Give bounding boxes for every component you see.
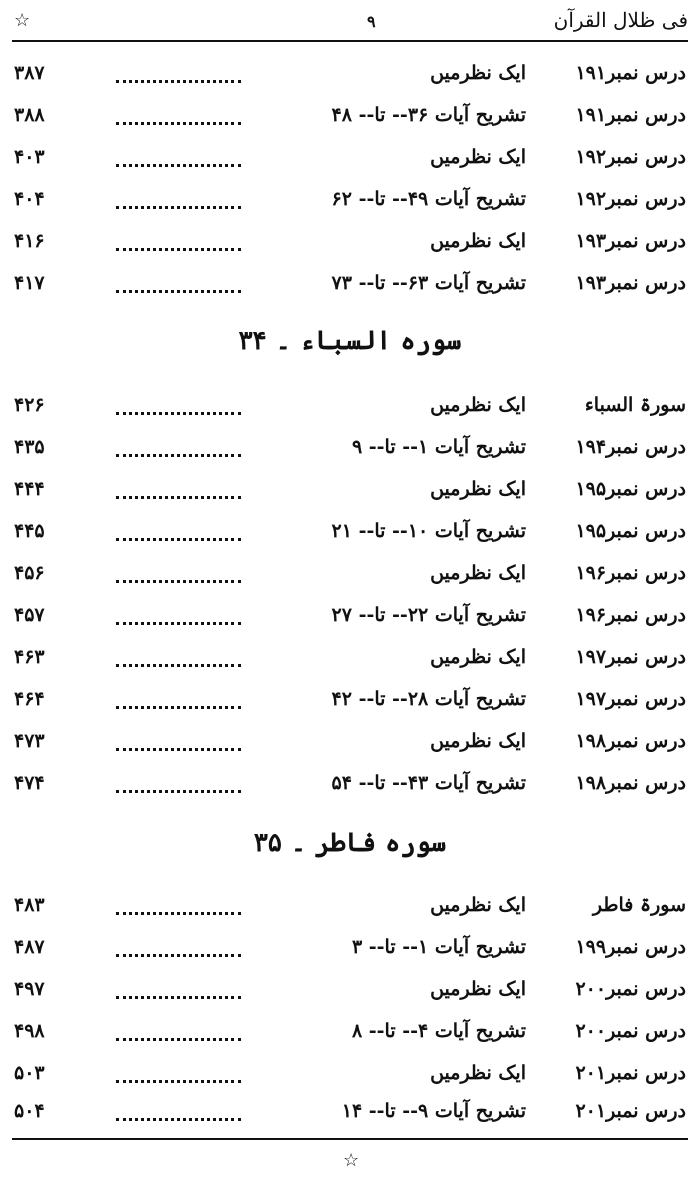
lesson-label: درس نمبر۲۰۰ xyxy=(575,1020,686,1042)
toc-row xyxy=(14,436,686,470)
entry-description: تشریح آیات ۲۲-- تا-- ۲۷ xyxy=(331,604,526,626)
page-ref: ۴۶۳ xyxy=(14,646,45,668)
toc-row xyxy=(14,978,686,1012)
page-ref: ۴۸۷ xyxy=(14,936,45,958)
entry-description: ایک نظرمیں xyxy=(430,478,526,500)
entry-description: تشریح آیات ۹-- تا-- ۱۴ xyxy=(341,1100,526,1122)
toc-row xyxy=(14,562,686,596)
page-ref: ۴۹۸ xyxy=(14,1020,45,1042)
page-ref: ۴۵۶ xyxy=(14,562,45,584)
lesson-label: درس نمبر۱۹۹ xyxy=(575,936,686,958)
dot-leader xyxy=(116,1072,241,1083)
lesson-label: درس نمبر۱۹۸ xyxy=(575,772,686,794)
lesson-label: درس نمبر۱۹۴ xyxy=(575,436,686,458)
dot-leader xyxy=(116,782,241,793)
toc-row xyxy=(14,1062,686,1096)
entry-description: ایک نظرمیں xyxy=(430,146,526,168)
toc-row xyxy=(14,146,686,180)
page-ref: ۴۸۳ xyxy=(14,894,45,916)
dot-leader xyxy=(116,988,241,999)
dot-leader xyxy=(116,72,241,83)
dot-leader xyxy=(116,282,241,293)
entry-description: ایک نظرمیں xyxy=(430,562,526,584)
lesson-label: درس نمبر۱۹۵ xyxy=(575,478,686,500)
footer-rule xyxy=(12,1138,688,1140)
entry-description: تشریح آیات ۴-- تا-- ۸ xyxy=(351,1020,526,1042)
dot-leader xyxy=(116,1030,241,1041)
entry-description: ایک نظرمیں xyxy=(430,646,526,668)
page-ref: ۴۷۴ xyxy=(14,772,45,794)
dot-leader xyxy=(116,488,241,499)
entry-description: ایک نظرمیں xyxy=(430,894,526,916)
entry-description: ایک نظرمیں xyxy=(430,394,526,416)
lesson-label: درس نمبر۲۰۱ xyxy=(575,1100,686,1122)
lesson-label: درس نمبر۱۹۱ xyxy=(575,62,686,84)
page-ref: ۴۲۶ xyxy=(14,394,45,416)
toc-row xyxy=(14,104,686,138)
page-ref: ۴۳۵ xyxy=(14,436,45,458)
entry-description: تشریح آیات ۶۳-- تا-- ۷۳ xyxy=(331,272,526,294)
lesson-label: درس نمبر۱۹۷ xyxy=(575,646,686,668)
entry-description: تشریح آیات ۲۸-- تا-- ۴۲ xyxy=(331,688,526,710)
page-ref: ۴۷۳ xyxy=(14,730,45,752)
page-ref: ۴۶۴ xyxy=(14,688,45,710)
toc-row xyxy=(14,272,686,306)
dot-leader xyxy=(116,114,241,125)
toc-row xyxy=(14,936,686,970)
surah-heading: سورہ فاطر ۔ ۳۵ xyxy=(253,828,447,858)
toc-row xyxy=(14,604,686,638)
toc-row xyxy=(14,772,686,806)
page-ref: ۳۸۷ xyxy=(14,62,45,84)
lesson-label: درس نمبر۱۹۵ xyxy=(575,520,686,542)
entry-description: تشریح آیات ۱-- تا-- ۹ xyxy=(351,436,526,458)
toc-row xyxy=(14,478,686,512)
entry-description: ایک نظرمیں xyxy=(430,1062,526,1084)
entry-description: ایک نظرمیں xyxy=(430,230,526,252)
entry-description: ایک نظرمیں xyxy=(430,62,526,84)
page-ref: ۴۴۵ xyxy=(14,520,45,542)
entry-description: ایک نظرمیں xyxy=(430,730,526,752)
toc-row xyxy=(14,62,686,96)
book-title: فی ظلال القرآن xyxy=(553,8,688,32)
lesson-label: درس نمبر۱۹۳ xyxy=(575,230,686,252)
page-ref: ۴۱۷ xyxy=(14,272,45,294)
page-ref: ۴۰۴ xyxy=(14,188,45,210)
entry-description: ایک نظرمیں xyxy=(430,978,526,1000)
lesson-label: درس نمبر۲۰۱ xyxy=(575,1062,686,1084)
dot-leader xyxy=(116,404,241,415)
entry-description: تشریح آیات ۴۳-- تا-- ۵۴ xyxy=(331,772,526,794)
toc-row xyxy=(14,188,686,222)
page-ref: ۴۴۴ xyxy=(14,478,45,500)
dot-leader xyxy=(116,656,241,667)
dot-leader xyxy=(116,946,241,957)
lesson-label: سورۃ فاطر xyxy=(592,894,686,916)
dot-leader xyxy=(116,572,241,583)
page-ref: ۴۰۳ xyxy=(14,146,45,168)
lesson-label: درس نمبر۱۹۲ xyxy=(575,188,686,210)
dot-leader xyxy=(116,240,241,251)
toc-row xyxy=(14,730,686,764)
entry-description: تشریح آیات ۳۶-- تا-- ۴۸ xyxy=(331,104,526,126)
page-ref: ۴۵۷ xyxy=(14,604,45,626)
lesson-label: درس نمبر۱۹۷ xyxy=(575,688,686,710)
star-icon: ☆ xyxy=(14,10,31,31)
page-ref: ۵۰۳ xyxy=(14,1062,45,1084)
lesson-label: درس نمبر۱۹۲ xyxy=(575,146,686,168)
dot-leader xyxy=(116,156,241,167)
header-rule xyxy=(12,40,688,42)
page-ref: ۴۹۷ xyxy=(14,978,45,1000)
dot-leader xyxy=(116,614,241,625)
toc-row xyxy=(14,688,686,722)
page-number: ۹ xyxy=(367,12,376,31)
toc-row xyxy=(14,1020,686,1054)
toc-row xyxy=(14,520,686,554)
toc-row xyxy=(14,394,686,428)
toc-row xyxy=(14,646,686,680)
toc-row xyxy=(14,230,686,264)
entry-description: تشریح آیات ۱۰-- تا-- ۲۱ xyxy=(331,520,526,542)
dot-leader xyxy=(116,698,241,709)
page-ref: ۴۱۶ xyxy=(14,230,45,252)
entry-description: تشریح آیات ۱-- تا-- ۳ xyxy=(351,936,526,958)
lesson-label: درس نمبر۱۹۳ xyxy=(575,272,686,294)
dot-leader xyxy=(116,740,241,751)
toc-row xyxy=(14,1100,686,1134)
lesson-label: سورۃ السباء xyxy=(584,394,686,416)
page-ref: ۵۰۴ xyxy=(14,1100,45,1122)
lesson-label: درس نمبر۱۹۱ xyxy=(575,104,686,126)
lesson-label: درس نمبر۱۹۸ xyxy=(575,730,686,752)
page-ref: ۳۸۸ xyxy=(14,104,45,126)
dot-leader xyxy=(116,446,241,457)
dot-leader xyxy=(116,904,241,915)
surah-heading: سورہ السباء ۔ ۳۴ xyxy=(238,326,462,356)
lesson-label: درس نمبر۱۹۶ xyxy=(575,604,686,626)
dot-leader xyxy=(116,530,241,541)
star-icon: ☆ xyxy=(343,1150,360,1171)
lesson-label: درس نمبر۲۰۰ xyxy=(575,978,686,1000)
page-header xyxy=(12,8,688,34)
entry-description: تشریح آیات ۴۹-- تا-- ۶۲ xyxy=(331,188,526,210)
dot-leader xyxy=(116,1110,241,1121)
toc-row xyxy=(14,894,686,928)
lesson-label: درس نمبر۱۹۶ xyxy=(575,562,686,584)
dot-leader xyxy=(116,198,241,209)
